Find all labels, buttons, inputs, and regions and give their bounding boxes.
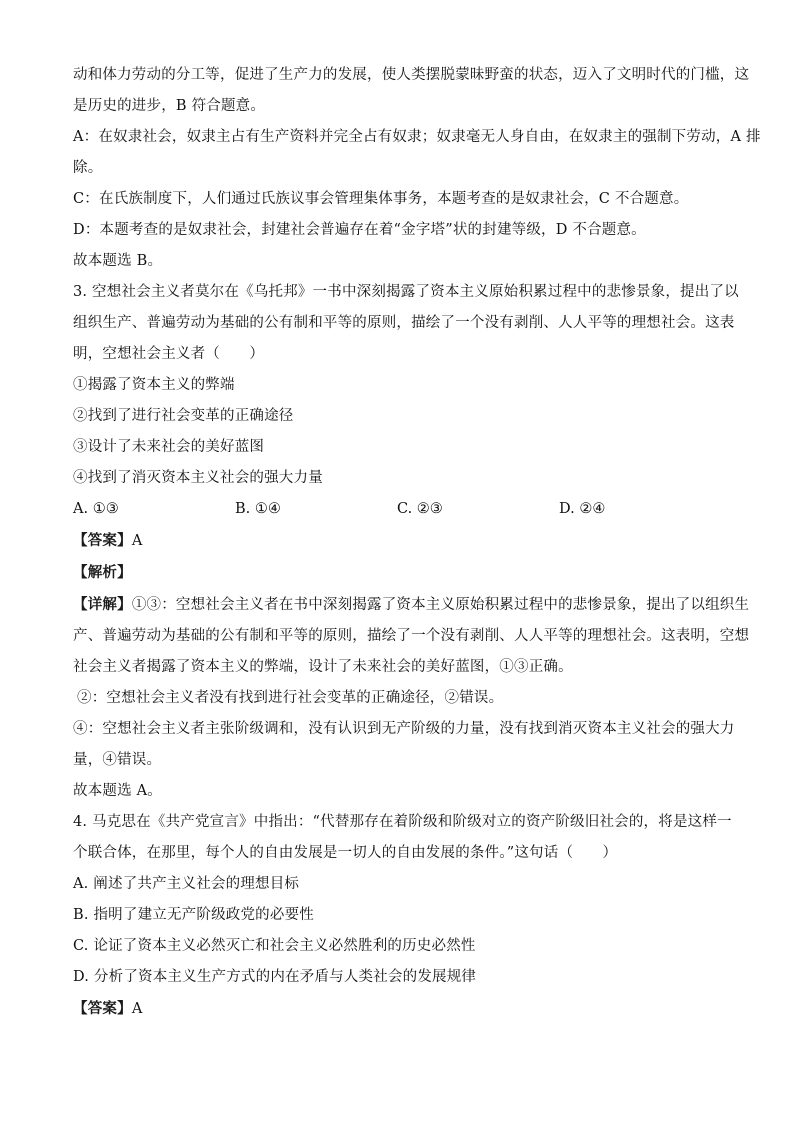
option-d: D. ②④ [559,501,606,517]
statement-item: ②找到了进行社会变革的正确途径 [73,408,294,424]
option-a: A. ①③ [73,501,119,517]
answer-tag: 【答案】 [73,532,132,549]
text-line: A：在奴隶社会，奴隶主占有生产资料并完全占有奴隶；奴隶毫无人身自由，在奴隶主的强制下劳动，A 排 [73,129,761,145]
detail-line [73,589,750,621]
statement-item: ①揭露了资本主义的弊端 [73,377,235,393]
detail-line: 量，④错误。 [73,752,162,768]
option-b: B. ①④ [235,501,281,517]
option-d: D. 分析了资本主义生产方式的内在矛盾与人类社会的发展规律 [73,969,477,985]
question-3-stem: 3. 空想社会主义者莫尔在《乌托邦》一书中深刻揭露了资本主义原始积累过程中的悲惨景象，提出了以 [73,284,739,300]
statement-item: ④找到了消灭资本主义社会的强大力量 [73,470,323,486]
statement-item: ③设计了未来社会的美好蓝图 [73,439,265,455]
option-a: A. 阐述了共产主义社会的理想目标 [73,876,300,892]
detail-line: ②：空想社会主义者没有找到进行社会变革的正确途径，②错误。 [77,690,504,706]
text-column [73,60,761,1025]
question-3-stem: 组织生产、普遍劳动为基础的公有制和平等的原则，描绘了一个没有剥削、人人平等的理想社会。这表 [73,315,735,331]
answer-value: A [131,1001,143,1017]
question-4-answer [73,993,723,1025]
detail-line: 社会主义者揭露了资本主义的弊端，设计了未来社会的美好蓝图，①③正确。 [73,659,573,675]
detail-line: 故本题选 A。 [73,783,162,799]
analysis-tag: 【解析】 [73,564,132,581]
question-3-options [73,494,723,525]
text-line: 是历史的进步，B 符合题意。 [73,98,266,114]
detail-tag: 【详解】 [73,596,132,613]
question-3-stem: 明，空想社会主义者（ ） [73,346,265,362]
analysis-heading [73,557,723,589]
answer-value: A [131,533,143,549]
text-line: 故本题选 B。 [73,253,163,269]
answer-tag: 【答案】 [73,1000,132,1017]
detail-text: ①③：空想社会主义者在书中深刻揭露了资本主义原始积累过程中的悲惨景象，提出了以组织生 [131,597,750,613]
question-3-answer [73,525,723,557]
detail-line: 产、普遍劳动为基础的公有制和平等的原则，描绘了一个没有剥削、人人平等的理想社会。这表明，空想 [73,628,750,644]
detail-line: ④：空想社会主义者主张阶级调和，没有认识到无产阶级的力量，没有找到消灭资本主义社会的强大力 [73,721,735,737]
question-4-stem: 个联合体，在那里，每个人的自由发展是一切人的自由发展的条件。”这句话（ ） [73,845,618,861]
option-c: C. 论证了资本主义必然灭亡和社会主义必然胜利的历史必然性 [73,938,476,954]
option-c: C. ②③ [397,501,443,517]
text-line: 除。 [73,160,103,176]
text-line: 动和体力劳动的分工等，促进了生产力的发展，使人类摆脱蒙昧野蛮的状态，迈入了文明时代的门槛，这 [73,67,750,83]
text-line: D：本题考查的是奴隶社会，封建社会普遍存在着“金字塔”状的封建等级，D 不合题意。 [73,222,646,238]
text-line: C：在氏族制度下，人们通过氏族议事会管理集体事务，本题考查的是奴隶社会，C 不合题意。 [73,191,689,207]
option-b: B. 指明了建立无产阶级政党的必要性 [73,907,314,923]
question-4-stem: 4. 马克思在《共产党宣言》中指出：“代替那存在着阶级和阶级对立的资产阶级旧社会的，将是这样一 [73,814,732,830]
